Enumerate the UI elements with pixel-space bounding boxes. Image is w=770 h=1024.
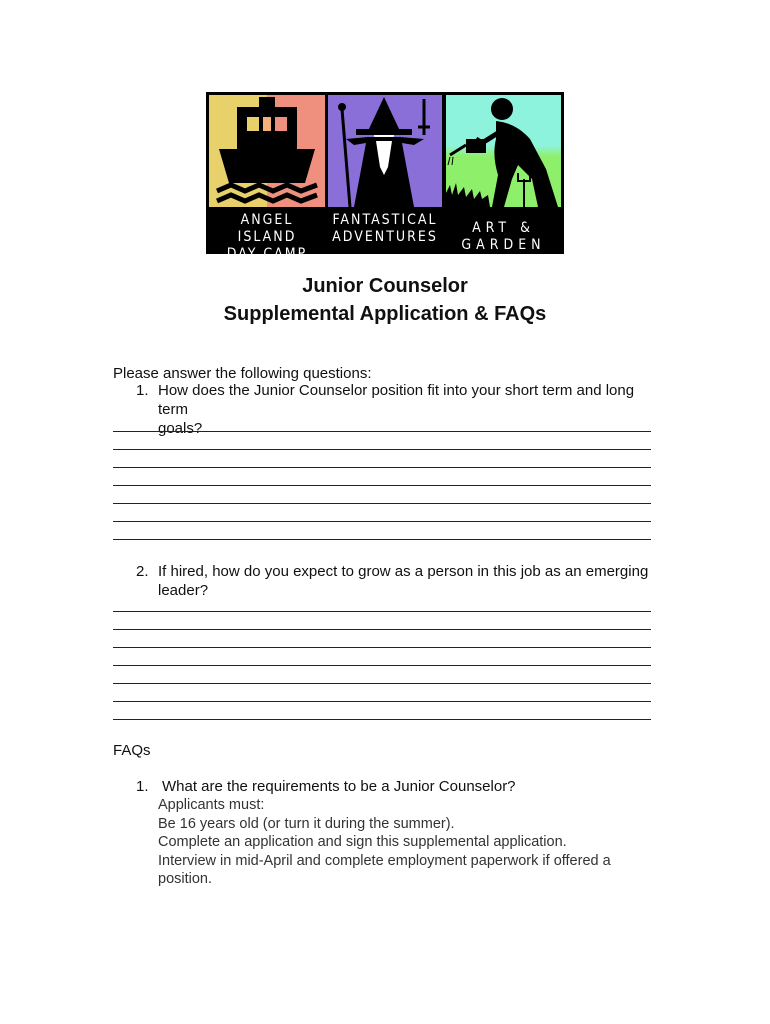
answer-line[interactable]	[113, 485, 651, 486]
answer-line[interactable]	[113, 431, 651, 432]
answer-line[interactable]	[113, 701, 651, 702]
camp-logo	[206, 92, 564, 262]
answer-line[interactable]	[113, 647, 651, 648]
logo-caption-fantastical: FANTASTICAL ADVENTURES	[332, 212, 438, 245]
logo-panel-art-garden	[446, 95, 561, 207]
logo-panel-fantastical	[328, 95, 442, 207]
question-1-text: How does the Junior Counselor position fit into your short term and long term goals?	[158, 382, 635, 437]
page-subtitle: Supplemental Application & FAQs	[223, 303, 547, 325]
question-2-number: 2.	[136, 563, 149, 580]
faq-1-number: 1.	[136, 778, 149, 795]
answer-line[interactable]	[113, 683, 651, 684]
answer-line[interactable]	[113, 467, 651, 468]
logo-panel-angel-island	[209, 95, 325, 207]
faq-1-answer: Applicants must: Be 16 years old (or turn it during the summer). Complete an application and sign this supplemental application. Interview in mid-April and complete employment paperwork if offered a position.	[158, 797, 611, 887]
answer-line[interactable]	[113, 539, 651, 540]
logo-caption-art-garden: ART & GARDEN	[461, 220, 546, 253]
faqs-heading: FAQs	[113, 742, 151, 759]
question-1-number: 1.	[136, 382, 149, 399]
answer-line[interactable]	[113, 449, 651, 450]
answer-line[interactable]	[113, 611, 651, 612]
logo-caption-angel-island: ANGEL ISLAND DAY CAMP	[226, 212, 308, 262]
faq-1-question: What are the requirements to be a Junior Counselor?	[162, 778, 516, 795]
gardener-icon	[446, 95, 561, 207]
ferry-boat-icon	[209, 95, 325, 207]
intro-text: Please answer the following questions:	[113, 365, 372, 382]
answer-line[interactable]	[113, 503, 651, 504]
page-title: Junior Counselor	[302, 275, 468, 297]
answer-line[interactable]	[113, 719, 651, 720]
answer-line[interactable]	[113, 665, 651, 666]
question-2-text: If hired, how do you expect to grow as a person in this job as an emerging leader?	[158, 563, 649, 599]
answer-line[interactable]	[113, 629, 651, 630]
answer-line[interactable]	[113, 521, 651, 522]
wizard-icon	[328, 95, 442, 207]
